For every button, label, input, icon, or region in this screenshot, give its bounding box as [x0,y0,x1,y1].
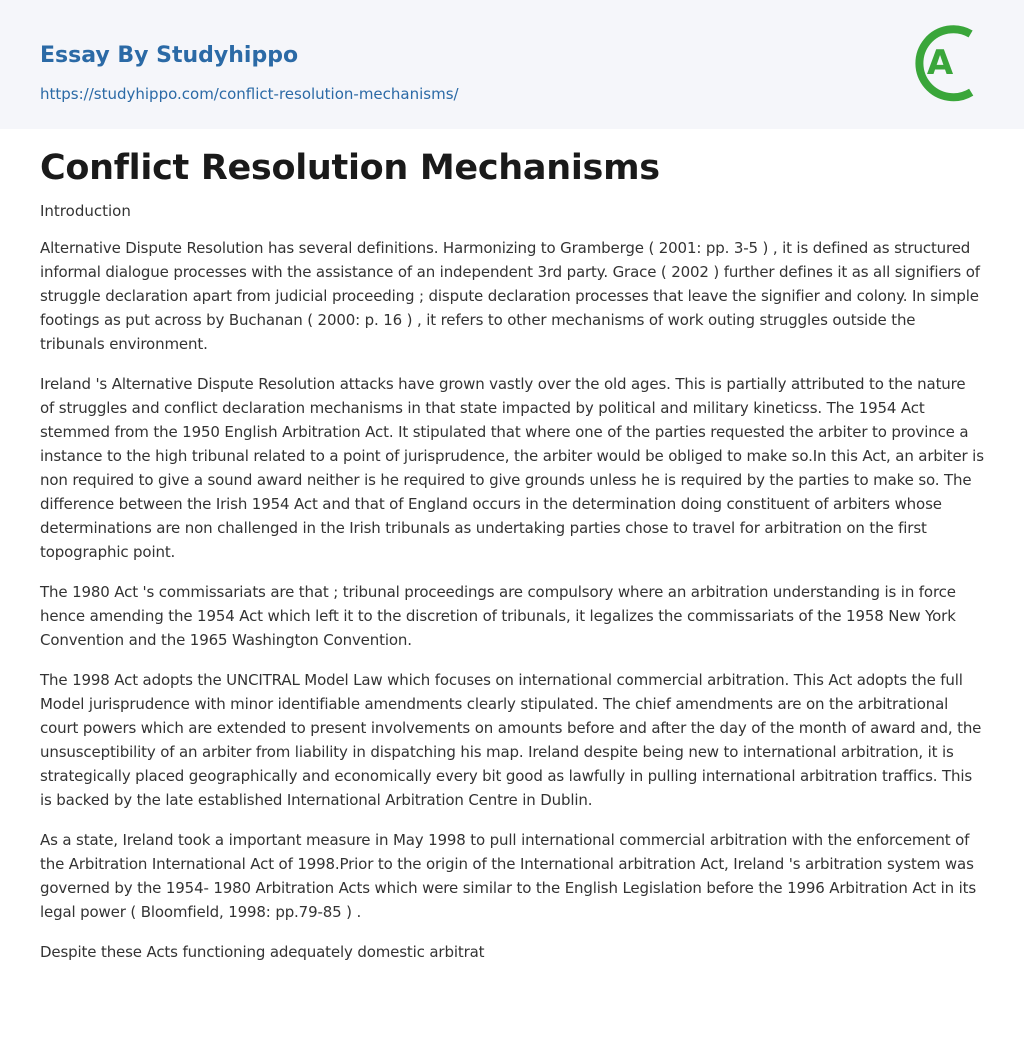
site-brand[interactable]: Essay By Studyhippo [40,43,299,68]
article [0,129,1024,964]
intro-heading: Introduction [40,202,131,220]
site-header [0,0,1024,129]
paragraph: The 1980 Act 's commissariats are that ; tribunal proceedings are compulsory where an arbitration understanding is in force hence amending the 1954 Act which left it to the discretion of tribunals, it legalizes the commissariats of the 1958 New York Convention and the 1965 Washington Convention. [40,583,956,649]
paragraph: Ireland 's Alternative Dispute Resolution attacks have grown vastly over the old ages. This is partially attributed to the nature of struggles and conflict declaration mechanisms in that state impacted by political and military kineticss. The 1954 Act stemmed from the 1950 English Arbitration Act. It stipulated that where one of the parties requested the arbiter to province a instance to the high tribunal related to a point of jurisprudence, the arbiter would be obliged to make so.In this Act, an arbiter is non required to give a sound award neither is he required to give grounds unless he is required by the parties to make so. The difference between the Irish 1954 Act and that of England occurs in the determination doing constituent of arbiters whose determinations are non challenged in the Irish tribunals as undertaking parties chose to travel for arbitration on the first topographic point. [40,375,984,561]
paragraph: As a state, Ireland took a important measure in May 1998 to pull international commercial arbitration with the enforcement of the Arbitration International Act of 1998.Prior to the origin of the International arbitration Act, Ireland 's arbitration system was governed by the 1954- 1980 Arbitration Acts which were similar to the English Legislation before the 1996 Arbitration Act in its legal power ( Bloomfield, 1998: pp.79-85 ) . [40,831,977,921]
paragraph: Alternative Dispute Resolution has several definitions. Harmonizing to Gramberge ( 2001: pp. 3-5 ) , it is defined as structured informal dialogue processes with the assistance of an independent 3rd party. Grace ( 2002 ) further defines it as all signifiers of struggle declaration apart from judicial proceeding ; dispute declaration processes that leave the signifier and colony. In simple footings as put across by Buchanan ( 2000: p. 16 ) , it refers to other mechanisms of work outing struggles outside the tribunals environment. [40,239,980,353]
logo-icon[interactable] [912,18,986,106]
paragraph: The 1998 Act adopts the UNCITRAL Model Law which focuses on international commercial arbitration. This Act adopts the full Model jurisprudence with minor identifiable amendments clearly stipulated. The chief amendments are on the arbitrational court powers which are extended to present involvements on amounts before and after the day of the month of award and, the unsusceptibility of an arbiter from liability in dispatching his map. Ireland despite being new to international arbitration, it is strategically placed geographically and economically every bit good as lawfully in pulling international arbitration traffics. This is backed by the late established International Arbitration Centre in Dublin. [40,671,982,809]
paragraph: Despite these Acts functioning adequately domestic arbitrat [40,943,485,961]
logo-letter: A [926,43,954,83]
page-title: Conflict Resolution Mechanisms [40,148,660,188]
source-url-link[interactable]: https://studyhippo.com/conflict-resolution-mechanisms/ [40,85,459,103]
